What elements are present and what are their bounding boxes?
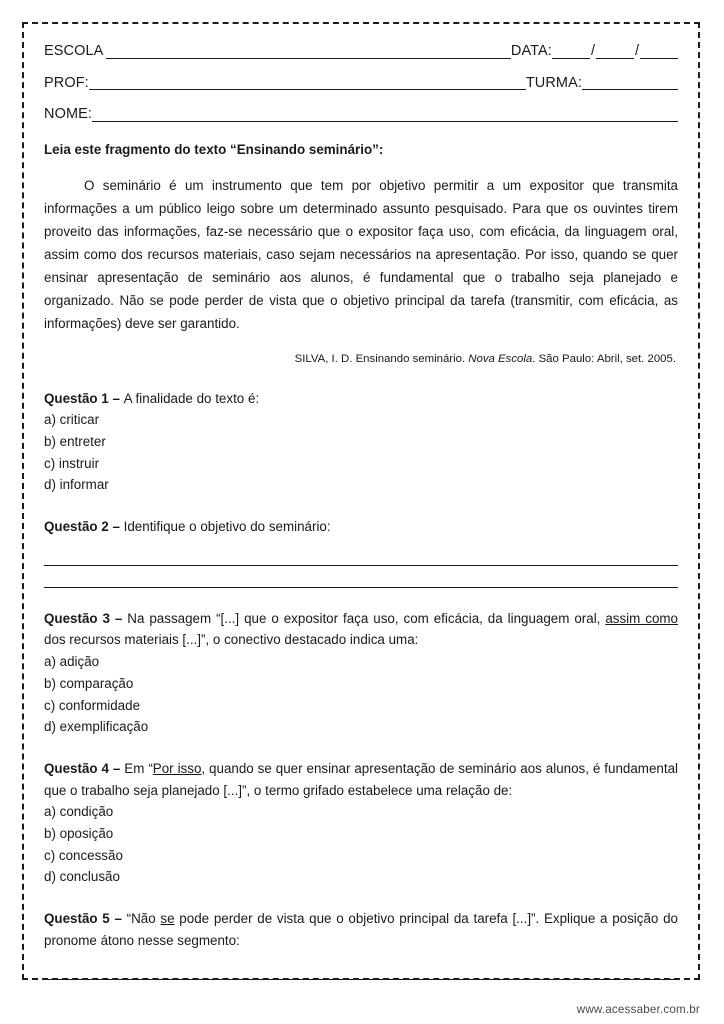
escola-label: ESCOLA [44,43,104,59]
nome-label: NOME: [44,106,93,122]
excerpt-text: O seminário é um instrumento que tem por objetivo permitir a um expositor que transmita informações a um público leigo sobre um determinado assunto pesquisado. Para que os ouvintes tirem proveito das informações, faz-se necessário que o expositor faça uso, com eficácia, da linguagem oral, assim como dos recursos materiais, caso sejam necessários na apresentação. Por isso, quando se quer ensinar apresentação de seminário aos alunos, é fundamental que o trabalho seja planejado e organizado. Não se pode perder de vista que o objetivo principal da tarefa (transmitir, com eficácia, as informações) deve ser garantido. [44,178,678,332]
escola-input-line[interactable] [106,45,510,59]
option-b[interactable]: b) oposição [44,826,114,842]
data-day-input-line[interactable] [552,45,590,59]
question-4-options [44,801,678,888]
nome-row [44,107,678,122]
escola-data-row [44,44,678,59]
worksheet-border-frame [22,22,700,980]
prof-input-line[interactable] [89,76,526,90]
source-before-italic: SILVA, I. D. Ensinando seminário. [294,352,469,365]
data-year-input-line[interactable] [640,45,678,59]
data-label: DATA: [510,43,552,59]
answer-line[interactable] [44,566,678,588]
question-5-underlined-term: se [160,911,175,927]
option-b[interactable]: b) entreter [44,433,106,449]
question-2-number: Questão 2 – [44,519,124,535]
question-5-text-part2: pode perder de vista que o objetivo principal da tarefa [...]”. Explique a posição do pronome átono nesse segmento: [44,911,678,948]
question-1 [44,388,678,410]
option-b[interactable]: b) comparação [44,675,134,691]
option-d[interactable]: d) informar [44,477,109,493]
answer-line[interactable] [44,544,678,566]
option-d[interactable]: d) conclusão [44,869,120,885]
student-identification-block [44,40,678,122]
question-1-options [44,409,678,496]
question-3-text-part2: dos recursos materiais [...]”, o conectivo destacado indica uma: [44,632,419,648]
question-4-text-part1: Em “ [124,760,153,776]
source-citation [44,352,678,368]
source-after-italic: . São Paulo: Abril, set. 2005. [532,352,676,365]
question-2 [44,516,678,538]
answer-line[interactable] [44,958,678,980]
question-2-text: Identifique o objetivo do seminário: [123,519,331,535]
reading-instruction: Leia este fragmento do texto “Ensinando seminário”: [44,141,384,157]
question-5 [44,908,678,951]
nome-input-line[interactable] [92,108,678,122]
turma-input-line[interactable] [582,76,678,90]
question-5-number: Questão 5 – [44,911,127,927]
question-4-text-part2: quando se quer ensinar apresentação de seminário aos alunos, é fundamental que o trabalho seja planejado [...]”, o termo grifado estabelece uma relação de: [44,760,679,798]
option-a[interactable]: a) adição [44,654,100,670]
question-4-number: Questão 4 – [44,760,125,776]
question-3-options [44,651,678,738]
date-separator-1: / [590,43,595,59]
question-4 [44,758,678,801]
worksheet-content [44,139,678,980]
option-a[interactable]: a) criticar [44,412,100,428]
data-month-input-line[interactable] [596,45,634,59]
question-3-text-part1: Na passagem “[...] que o expositor faça uso, com eficácia, da linguagem oral, [127,610,606,626]
prof-label: PROF: [44,74,89,91]
option-c[interactable]: c) instruir [44,455,100,471]
option-d[interactable]: d) exemplificação [44,719,149,735]
question-3 [44,608,678,651]
question-3-number: Questão 3 – [44,610,128,626]
question-4-underlined-term: Por isso, [152,760,206,776]
prof-turma-row [44,76,678,91]
question-3-underlined-term: assim como [605,610,678,626]
option-a[interactable]: a) condição [44,804,114,820]
footer-website-url: www.acessaber.com.br [576,1003,700,1016]
question-1-number: Questão 1 – [44,390,124,406]
question-5-answer-area [44,958,678,980]
question-1-text: A finalidade do texto é: [123,390,260,406]
question-2-answer-area [44,544,678,588]
source-publication-name: Nova Escola [468,352,533,365]
question-5-text-part1: “Não [126,911,161,927]
turma-label: TURMA: [525,74,582,91]
date-separator-2: / [634,43,639,59]
option-c[interactable]: c) concessão [44,847,123,863]
option-c[interactable]: c) conformidade [44,697,141,713]
